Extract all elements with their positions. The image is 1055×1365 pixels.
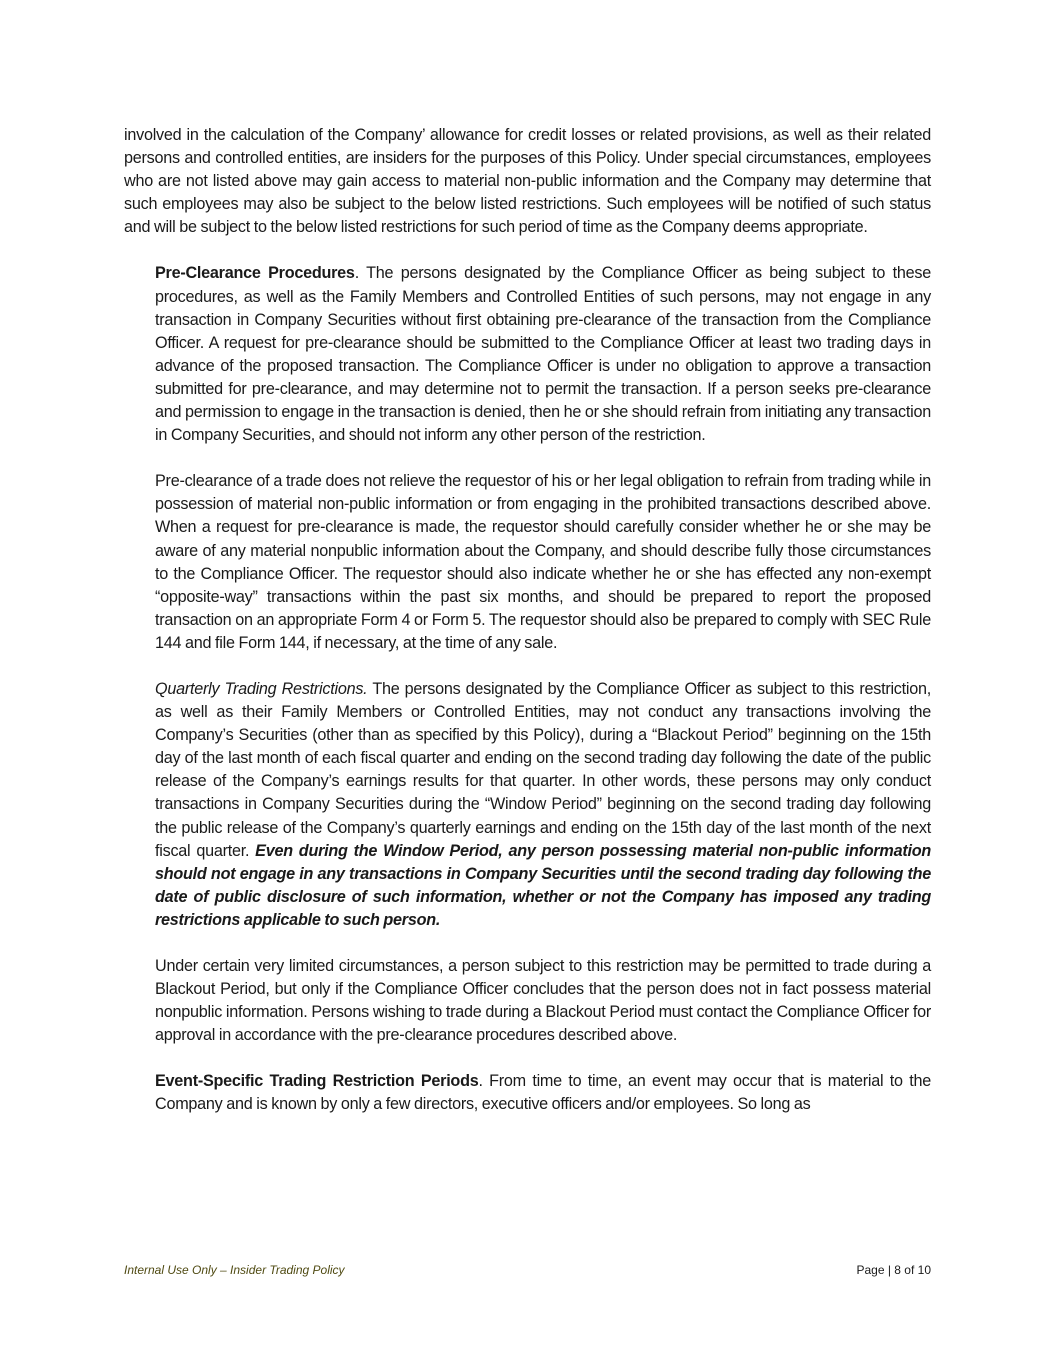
pre-clearance-heading-punct: . [354, 264, 359, 283]
pre-clearance-paragraph [155, 262, 931, 447]
quarterly-restrictions-body: The persons designated by the Compliance Officer as subject to this restriction, as well as their Family Members or Controlled Entities, may not conduct any transactions involving the Company’s Securities (other than as specified by this Policy), during a “Blackout Period” beginning on the 15th day of the last month of each fiscal quarter and ending on the second trading day following the date of the public release of the Company’s earnings results for that quarter. In other words, these persons may only conduct transactions in Company Securities during the “Window Period” beginning on the second trading day following the public release of the Company’s quarterly earnings and ending on the 15th day of the last month of the next fiscal quarter. [155, 679, 931, 860]
event-specific-body: From time to time, an event may occur that is material to the Company and is known by only a few directors, executive officers and/or employees. So long as [155, 1072, 931, 1114]
pre-clearance-obligation-paragraph: Pre-clearance of a trade does not relieve the requestor of his or her legal obligation to refrain from trading while in possession of material non-public information or from engaging in the prohibited transactions described above. When a request for pre-clearance is made, the requestor should carefully consider whether he or she may be aware of any material nonpublic information about the Company, and should describe fully those circumstances to the Compliance Officer. The requestor should also indicate whether he or she has effected any non-exempt “opposite-way” transactions within the past six months, and should be prepared to report the proposed transaction on an appropriate Form 4 or Form 5. The requestor should also be prepared to comply with SEC Rule 144 and file Form 144, if necessary, at the time of any sale. [155, 472, 931, 652]
page-footer [124, 1262, 931, 1278]
footer-document-label: Internal Use Only – Insider Trading Policy [124, 1263, 345, 1277]
footer-page-number: Page | 8 of 10 [856, 1263, 931, 1277]
event-specific-heading-punct: . [478, 1072, 483, 1091]
limited-circumstances-paragraph: Under certain very limited circumstances, a person subject to this restriction may be permitted to trade during a Blackout Period, but only if the Compliance Officer concludes that the person does not in fact possess material nonpublic information. Persons wishing to trade during a Blackout Period must contact the Compliance Officer for approval in accordance with the pre-clearance procedures described above. [155, 957, 931, 1045]
quarterly-restrictions-emphasis: Even during the Window Period, any person possessing material non-public information should not engage in any transactions in Company Securities until the second trading day following the date of public disclosure of such information, whether or not the Company has imposed any trading restrictions applicable to such person. [155, 841, 931, 929]
pre-clearance-heading: Pre-Clearance Procedures [155, 264, 355, 283]
intro-paragraph: involved in the calculation of the Company’ allowance for credit losses or related provisions, as well as their related persons and controlled entities, are insiders for the purposes of this Policy. Under special circumstances, employees who are not listed above may gain access to material non-public information and the Company may determine that such employees may also be subject to the below listed restrictions. Such employees will be notified of such status and will be subject to the below listed restrictions for such period of time as the Company deems appropriate. [124, 126, 931, 237]
pre-clearance-body: The persons designated by the Compliance Officer as being subject to these procedures, as well as the Family Members and Controlled Entities of such persons, may not engage in any transaction in Company Securities without first obtaining pre-clearance of the transaction from the Compliance Officer. A request for pre-clearance should be submitted to the Compliance Officer at least two trading days in advance of the proposed transaction. The Compliance Officer is under no obligation to approve a transaction submitted for pre-clearance, and may determine not to permit the transaction. If a person seeks pre-clearance and permission to engage in the transaction is denied, then he or she should refrain from initiating any transaction in Company Securities, and should not inform any other person of the restriction. [155, 264, 931, 445]
page-body [124, 124, 931, 1117]
quarterly-restrictions-paragraph [155, 678, 931, 932]
quarterly-restrictions-heading: Quarterly Trading Restrictions. [155, 679, 368, 698]
event-specific-paragraph [155, 1070, 931, 1116]
event-specific-heading: Event-Specific Trading Restriction Periods [155, 1072, 479, 1091]
